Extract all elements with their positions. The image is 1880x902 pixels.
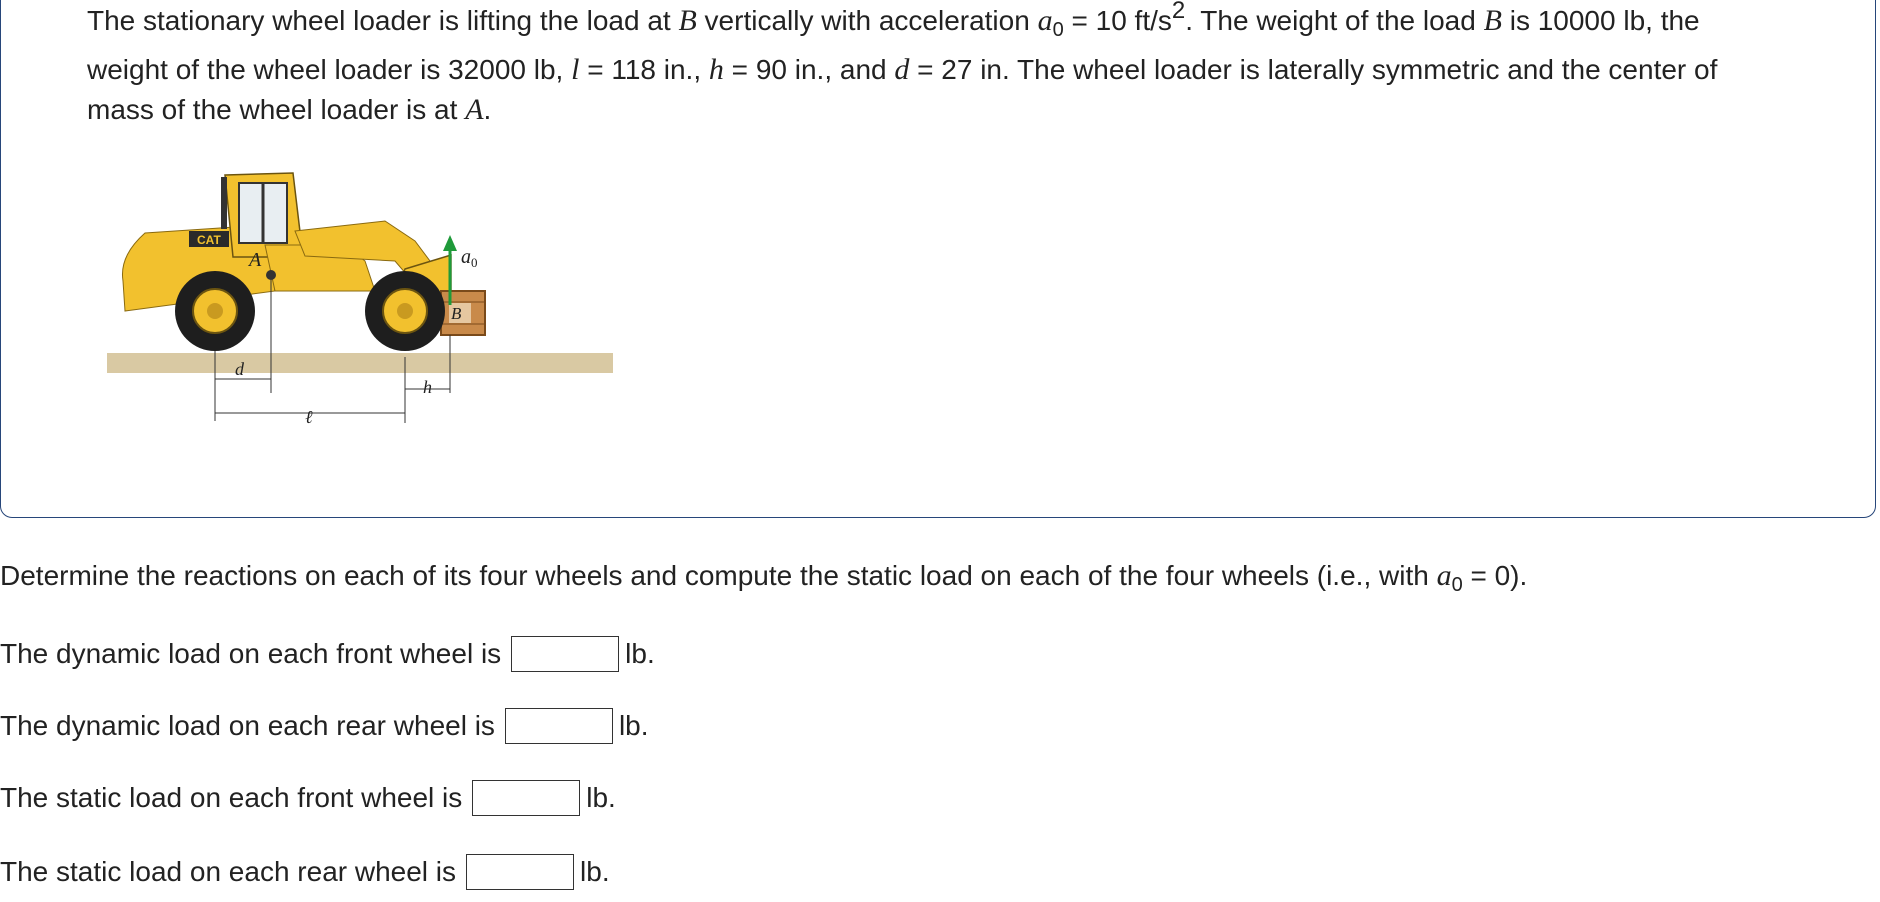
exhaust bbox=[221, 177, 227, 229]
unit-label: lb. bbox=[586, 782, 616, 813]
var-a: a bbox=[1436, 559, 1452, 592]
label-h: h bbox=[423, 377, 432, 397]
answer-row-front-dynamic bbox=[0, 634, 655, 674]
statement-text: = 90 in., and bbox=[723, 54, 895, 85]
superscript-2: 2 bbox=[1171, 0, 1186, 24]
label-d: d bbox=[235, 359, 244, 379]
var-d: d bbox=[894, 53, 910, 86]
answer-label: The dynamic load on each front wheel is bbox=[0, 638, 502, 669]
var-B: B bbox=[1483, 4, 1502, 37]
answer-row-rear-dynamic bbox=[0, 706, 649, 746]
front-dynamic-load-input[interactable] bbox=[511, 636, 619, 672]
subscript-0: 0 bbox=[1052, 19, 1064, 41]
answer-row-front-static bbox=[0, 778, 616, 818]
subscript-0: 0 bbox=[1451, 574, 1463, 596]
statement-text: . bbox=[483, 94, 492, 125]
label-A: A bbox=[249, 249, 262, 271]
unit-label: lb. bbox=[580, 856, 610, 887]
question-part: = 0). bbox=[1462, 560, 1528, 591]
rear-dynamic-load-input[interactable] bbox=[505, 708, 613, 744]
unit-label: lb. bbox=[618, 710, 649, 741]
cat-logo: CAT bbox=[197, 233, 221, 247]
label-l: ℓ bbox=[305, 407, 313, 427]
acceleration-arrowhead bbox=[443, 235, 457, 251]
statement-text: = 10 ft/s bbox=[1063, 5, 1172, 36]
question-text bbox=[0, 556, 1527, 605]
question-part: Determine the reactions on each of its four wheels and compute the static load on each of the four wheels (i.e., with bbox=[0, 560, 1437, 591]
problem-statement bbox=[87, 0, 1787, 130]
unit-label: lb. bbox=[625, 638, 655, 669]
statement-text: . The weight of the load bbox=[1185, 5, 1484, 36]
var-h: h bbox=[708, 53, 724, 86]
statement-text: vertically with acceleration bbox=[696, 5, 1038, 36]
label-B: B bbox=[451, 304, 462, 323]
statement-text: = 27 in. The wheel loader is laterally symmetric and the center of mass of the wheel loader is at bbox=[87, 54, 1718, 125]
wheel-loader-figure bbox=[105, 161, 625, 431]
answer-label: The dynamic load on each rear wheel is bbox=[0, 710, 495, 741]
var-A: A bbox=[465, 93, 484, 126]
answer-label: The static load on each rear wheel is bbox=[0, 856, 457, 887]
statement-text: = 118 in., bbox=[579, 54, 709, 85]
statement-text: The stationary wheel loader is lifting the load at bbox=[87, 5, 679, 36]
ground bbox=[107, 353, 613, 373]
var-B: B bbox=[678, 4, 697, 37]
label-a0: $a_0$ bbox=[461, 246, 478, 270]
var-l: l bbox=[571, 53, 580, 86]
center-of-mass bbox=[266, 270, 276, 280]
statement-text: is 10000 lb, the weight of the wheel loader is 32000 lb, bbox=[87, 5, 1700, 85]
answer-row-rear-static bbox=[0, 852, 610, 892]
var-a: a bbox=[1037, 4, 1053, 37]
rear-static-load-input[interactable] bbox=[466, 854, 574, 890]
answer-label: The static load on each front wheel is bbox=[0, 782, 463, 813]
front-static-load-input[interactable] bbox=[472, 780, 580, 816]
